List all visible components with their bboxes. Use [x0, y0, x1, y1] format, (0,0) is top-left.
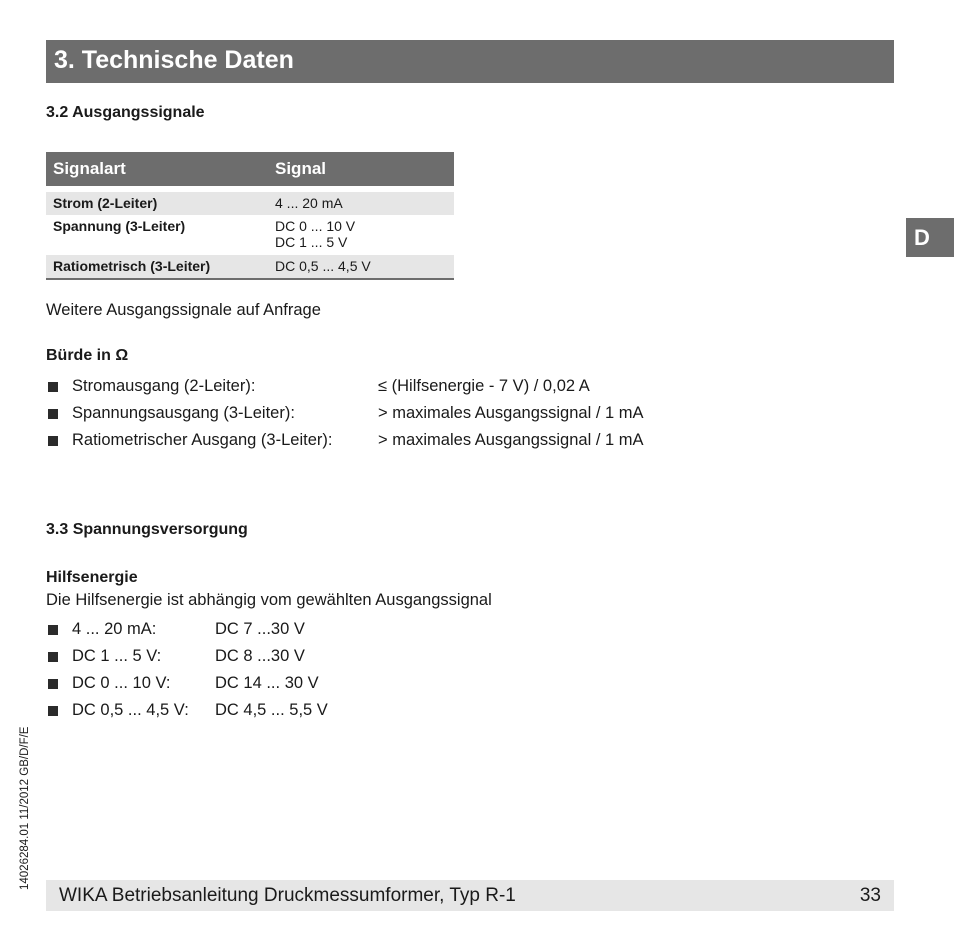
power-label: DC 0,5 ... 4,5 V: — [72, 701, 189, 719]
load-value: ≤ (Hilfsenergie - 7 V) / 0,02 A — [378, 377, 590, 395]
document-code: 14026284.01 11/2012 GB/D/F/E — [19, 726, 31, 890]
row-type: Ratiometrisch (3-Leiter) — [53, 258, 211, 274]
column-header-signal: Signal — [275, 159, 327, 178]
row-type: Strom (2-Leiter) — [53, 195, 158, 211]
page-number: 33 — [859, 885, 881, 906]
table-row — [46, 255, 454, 278]
load-label: Spannungsausgang (3-Leiter): — [72, 404, 295, 422]
section-title-bar — [46, 40, 894, 83]
bullet-square-icon — [48, 706, 58, 716]
output-signals-heading: 3.2 Ausgangssignale — [46, 104, 205, 121]
power-value: DC 8 ...30 V — [215, 647, 305, 665]
row-signal: 4 ... 20 mA — [275, 195, 343, 211]
table-header — [46, 152, 454, 186]
power-supply-heading: 3.3 Spannungsversorgung — [46, 521, 248, 538]
load-value: > maximales Ausgangssignal / 1 mA — [378, 404, 644, 422]
further-signals-note: Weitere Ausgangssignale auf Anfrage — [46, 301, 321, 319]
load-label: Stromausgang (2-Leiter): — [72, 377, 256, 395]
table-bottom-rule — [46, 278, 454, 280]
language-tab: D — [906, 218, 954, 257]
power-label: 4 ... 20 mA: — [72, 620, 157, 638]
load-label: Ratiometrischer Ausgang (3-Leiter): — [72, 431, 333, 449]
auxiliary-power-description: Die Hilfsenergie ist abhängig vom gewählten Ausgangssignal — [46, 591, 492, 609]
bullet-square-icon — [48, 652, 58, 662]
bullet-square-icon — [48, 625, 58, 635]
load-value: > maximales Ausgangssignal / 1 mA — [378, 431, 644, 449]
row-type: Spannung (3-Leiter) — [53, 218, 186, 234]
table-row — [46, 215, 454, 255]
bullet-square-icon — [48, 679, 58, 689]
row-signal — [275, 218, 355, 250]
power-value: DC 4,5 ... 5,5 V — [215, 701, 328, 719]
page-title: 3. Technische Daten — [54, 46, 294, 74]
row-signal-line: DC 1 ... 5 V — [275, 234, 348, 250]
footer-text: WIKA Betriebsanleitung Druckmessumformer, Typ R-1 — [59, 885, 516, 906]
table-row — [46, 192, 454, 215]
power-label: DC 1 ... 5 V: — [72, 647, 162, 665]
signal-table — [46, 152, 454, 280]
bullet-square-icon — [48, 382, 58, 392]
auxiliary-power-heading: Hilfsenergie — [46, 569, 138, 586]
column-header-signalart: Signalart — [53, 159, 126, 178]
power-value: DC 14 ... 30 V — [215, 674, 319, 692]
power-label: DC 0 ... 10 V: — [72, 674, 171, 692]
power-value: DC 7 ...30 V — [215, 620, 305, 638]
bullet-square-icon — [48, 436, 58, 446]
bullet-square-icon — [48, 409, 58, 419]
load-heading: Bürde in Ω — [46, 347, 129, 364]
row-signal-line: DC 0 ... 10 V — [275, 218, 356, 234]
row-signal: DC 0,5 ... 4,5 V — [275, 258, 371, 274]
page-footer — [46, 880, 894, 911]
